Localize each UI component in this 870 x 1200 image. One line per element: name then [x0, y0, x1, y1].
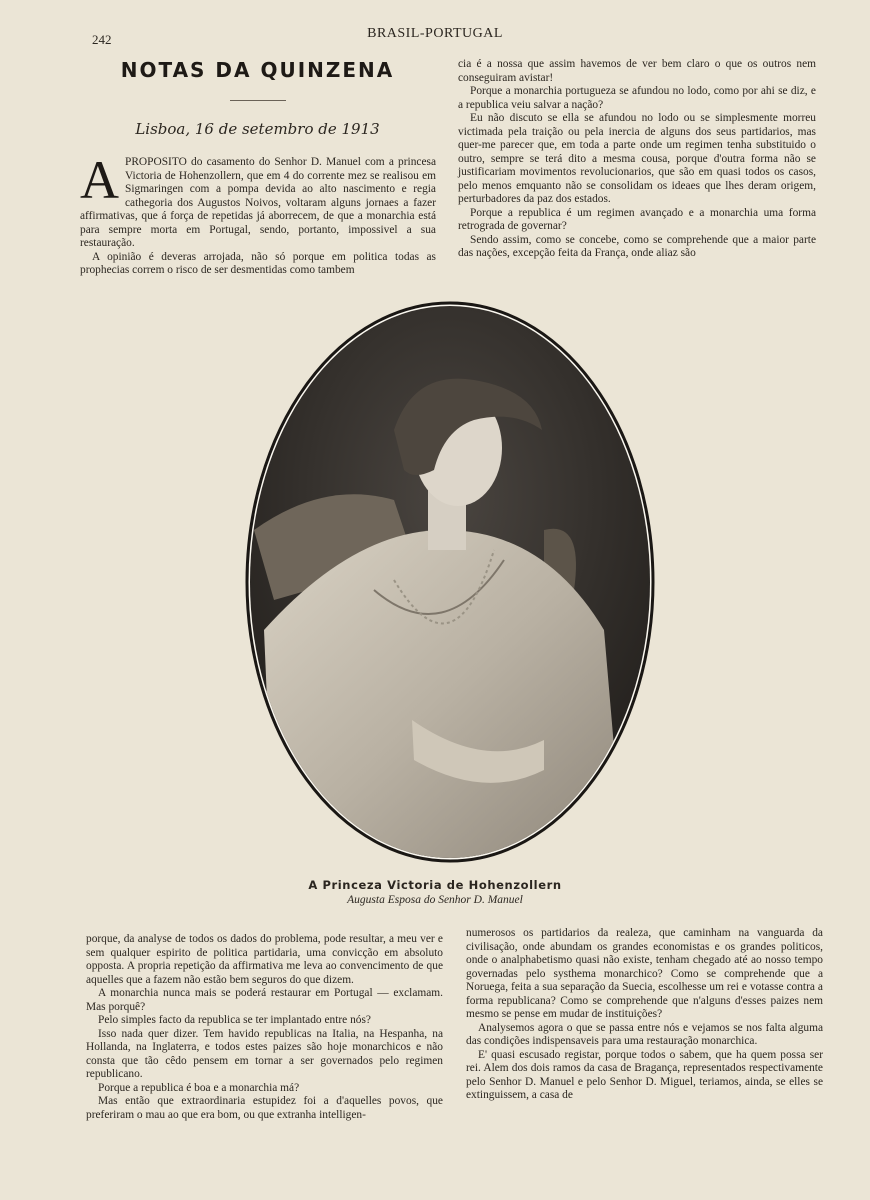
column-bottom-left	[86, 933, 443, 1122]
column-top-left	[80, 150, 436, 278]
paragraph: Porque a monarchia portugueza se afundou no lodo, como por ahi se diz, e a republica veiu salvar a nação?	[458, 85, 816, 111]
paragraph: numerosos os partidarios da realeza, que caminham na vanguarda da civilisação, onde abundam os grandes economistas e os grandes politicos, onde o analphabetismo quasi não existe, tenham chegado até ao nosso tempo governadas pelo systhema monarchico? Como se comprehende que a Noruega, feita a sua separação da Suecia, escolhesse um rei e votasse contra a forma republicana? Como se comprehende que n'alguns d'esses paizes nem mesmo se pense em mudar de instituições?	[466, 927, 823, 1020]
paragraph: A monarchia nunca mais se poderá restaurar em Portugal — exclamam. Mas porquê?	[86, 987, 443, 1013]
column-top-right	[458, 58, 816, 261]
paragraph: Pelo simples facto da republica se ter implantado entre nós?	[98, 1014, 371, 1026]
paragraph-text: do casamento do Senhor D. Manuel com a princesa Victoria de Hohenzollern, que em 4 do corrente mez se realisou em Sigmaringen com a pompa devida ao alto nascimento e regia cathegoria dos Augustos Noivos, voltaram alguns jornaes a fazer affirmativas, que á força de repetidas já aborrecem, de que a monarchia está para sempre morta em Portugal, sendo, portanto, impossivel a sua restauração.	[80, 156, 436, 249]
section-title: NOTAS DA QUINZENA	[120, 58, 395, 82]
portrait-photo	[244, 300, 656, 864]
opening-word: PROPOSITO	[125, 156, 187, 168]
paragraph: cia é a nossa que assim havemos de ver bem claro o que os outros nem conseguiram avistar!	[458, 58, 816, 84]
title-rule	[230, 100, 286, 101]
paragraph: Mas então que extraordinaria estupidez foi a d'aquelles povos, que preferiram o mau ao que era bom, ou que extranha intelligen-	[86, 1095, 443, 1121]
dateline: Lisboa, 16 de setembro de 1913	[135, 120, 380, 138]
paragraph: Analysemos agora o que se passa entre nós e vejamos se nos falta alguma das condições indispensaveis para uma restauração monarchica.	[466, 1021, 823, 1047]
paragraph: Sendo assim, como se concebe, como se comprehende que a maior parte das nações, excepção feita da França, onde aliaz são	[458, 233, 816, 259]
paragraph: Eu não discuto se ella se afundou no lodo ou se simplesmente morreu victimada pela traição ou pela inercia de alguns dos seus partidarios, mas quer-me parecer que, em toda a parte onde um regimen tenha substituido o outro, sempre se terá dito a mesma cousa, porque d'outra forma não se justificariam movimentos revolucionarios, que são em quasi todos os casos, pelo menos emquanto não se consolidam os ideaes que lhes deram origem, perturbadores da paz dos estados.	[458, 112, 816, 205]
drop-cap: A	[80, 150, 119, 210]
paragraph: porque, da analyse de todos os dados do problema, pode resultar, a meu ver e sem qualquer espirito de politica partidaria, uma convicção em absoluto opposta. A propria repetição da affirmativa me leva ao convencimento de que aquelles que a fazem não estão bem seguros do que dizem.	[86, 933, 443, 986]
figure-caption-title: A Princeza Victoria de Hohenzollern	[308, 878, 562, 892]
paragraph: E' quasi escusado registar, porque todos o sabem, que ha quem possa ser rei. Alem dos dois ramos da casa de Bragança, representados respectivamente pelo Senhor D. Manuel e pelo Senhor D. Miguel, teriamos, ainda, se elles se extinguissem, a casa de	[466, 1048, 823, 1101]
running-head: BRASIL-PORTUGAL	[367, 26, 503, 41]
paragraph: Isso nada quer dizer. Tem havido republicas na Italia, na Hespanha, na Hollanda, na Inglaterra, e todos estes paizes são hoje monarchicos e não consta que tão cêdo pensem em tornar a ser governados pelo regimen republicano.	[86, 1027, 443, 1080]
figure-caption-subtitle: Augusta Esposa do Senhor D. Manuel	[347, 894, 523, 906]
paragraph: Porque a republica é boa e a monarchia má?	[98, 1081, 300, 1094]
paragraph	[80, 150, 436, 251]
page-number: 242	[92, 32, 112, 47]
column-bottom-right	[466, 927, 823, 1103]
paragraph: A opinião é deveras arrojada, não só porque em politica todas as prophecias correm o risco de ser desmentidas como tambem	[80, 250, 436, 276]
paragraph: Porque a republica é um regimen avançado e a monarchia uma forma retrograda de governar?	[458, 206, 816, 232]
